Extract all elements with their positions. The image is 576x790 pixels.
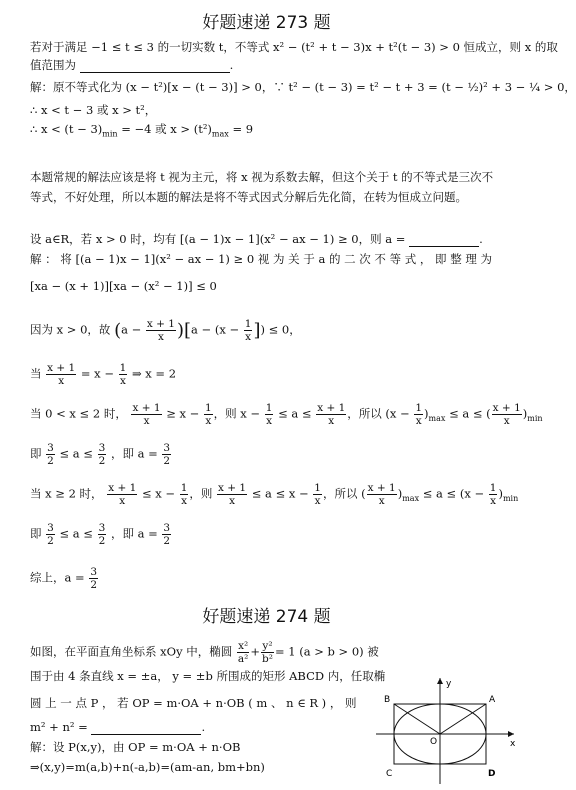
problem-274-line4: m² + n² = . [30, 720, 206, 734]
frac-num: x + 1 [132, 402, 161, 414]
fraction [265, 402, 274, 427]
fraction [492, 402, 522, 427]
problem-273-line2: 值范围为 . [30, 58, 234, 72]
frac-den: x [205, 415, 212, 427]
solution-273b-line3: 因为 x > 0，故 (a − $\frac{x + 1}{x}$ )[a − (x − $\frac{1}{x}$ ]) ≤ 0， [30, 318, 301, 343]
y-axis-arrow-icon [437, 678, 443, 684]
fraction [489, 482, 498, 507]
frac-num: 1 [314, 482, 321, 494]
frac-den: x [415, 415, 422, 427]
fraction [313, 482, 322, 507]
s7-f: ≤ a ≤ (x − [422, 486, 485, 501]
s5-d: ≤ a ≤ [278, 406, 312, 421]
frac-den: 2 [98, 455, 106, 467]
vector-ob [394, 704, 440, 734]
s7-b: ≤ x − [141, 486, 176, 501]
fraction [217, 482, 247, 507]
frac-num: y² [262, 640, 273, 652]
fraction-1-over-x [244, 318, 253, 343]
frac-num: 1 [489, 482, 497, 494]
frac-num: 3 [163, 442, 171, 454]
fraction [107, 482, 137, 507]
solution-274-line1: 解：设 P(x,y)，由 OP = m·OA + n·OB [30, 740, 241, 754]
frac-den: x [120, 375, 126, 387]
fraction [131, 402, 161, 427]
solution-273b-line2: [xa − (x + 1)][xa − (x² − 1)] ≤ 0 [30, 279, 217, 293]
frac-den: a² [237, 653, 249, 665]
frac-num: 3 [90, 566, 97, 578]
sub-max: max [402, 493, 420, 503]
label-x: x [510, 739, 516, 749]
frac-num: 1 [265, 402, 273, 414]
frac-den: x [328, 415, 335, 427]
frac-den: x [378, 495, 385, 507]
frac-den: x [58, 375, 65, 387]
fraction [316, 402, 346, 427]
section-273-title: 好题速递 273 题 [202, 13, 331, 33]
frac-den: x [245, 331, 252, 343]
s8-b: ≤ a ≤ [59, 526, 93, 541]
frac-num: 1 [180, 482, 188, 494]
fraction [98, 442, 107, 467]
answer-blank-274 [91, 734, 201, 735]
frac-num: 3 [47, 442, 54, 454]
answer-blank-a [409, 246, 479, 247]
frac-num: 3 [98, 442, 106, 454]
s6-c: ，即 a = [110, 446, 158, 461]
problem-273b-text: 设 a∈R，若 x > 0 时，均有 [(a − 1)x − 1](x² − ax − 1) ≥ 0，则 a = [30, 232, 406, 246]
solution-273b-conclusion [30, 566, 515, 591]
fraction [180, 482, 189, 507]
problem-274-line3: 圆 上 一 点 P ， 若 OP = m·OA + n·OB ( m 、 n ∈ R ) ， 则 [30, 696, 357, 710]
frac-num: x + 1 [218, 482, 247, 494]
frac-den: x [181, 495, 187, 507]
label-d: D [488, 769, 496, 779]
s5-e: ，所以 (x − [347, 406, 410, 421]
frac-num: x + 1 [367, 482, 396, 494]
fraction-y2-b2 [261, 640, 274, 665]
frac-den: x [143, 415, 150, 427]
s3-c: a − (x − [191, 322, 240, 337]
sol3-sub-max: max [211, 129, 229, 139]
s9-text: 综上，a = [30, 570, 85, 585]
s7-e: ，所以 [322, 486, 358, 501]
frac-den: x [503, 415, 510, 427]
frac-den: x [490, 495, 497, 507]
s6-a: 即 [30, 446, 42, 461]
sol3-sub-min: min [102, 129, 118, 139]
vector-oa [440, 704, 486, 734]
s8-c: ，即 a = [110, 526, 158, 541]
frac-den: x [229, 495, 236, 507]
label-c: C [386, 769, 393, 779]
section-274-title: 好题速递 274 题 [202, 607, 331, 627]
s7-d: ≤ a ≤ x − [251, 486, 309, 501]
frac-num: x + 1 [108, 482, 137, 494]
x-axis-arrow-icon [508, 731, 514, 737]
s3-a: 因为 x > 0，故 [30, 322, 111, 337]
frac-num: 1 [415, 402, 423, 414]
solution-273b-line1: 解 ： 将 [(a − 1)x − 1](x² − ax − 1) ≥ 0 视 为 关 于 a 的 二 次 不 等 式 ， 即 整 理 为 [30, 252, 493, 266]
s6-b: ≤ a ≤ [59, 446, 93, 461]
l1-plus: + [250, 644, 261, 659]
label-o: O [430, 737, 438, 747]
fraction [46, 362, 76, 387]
s5-g: ≤ a ≤ [449, 406, 483, 421]
problem-273b-question: 设 a∈R，若 x > 0 时，均有 [(a − 1)x − 1](x² − ax − 1) ≥ 0，则 a = . [30, 232, 483, 246]
fraction [98, 522, 107, 547]
sub-min: min [527, 413, 543, 423]
problem-274-line2: 围于由 4 条直线 x = ±a， y = ±b 所围成的矩形 ABCD 内，任取椭 [30, 669, 386, 683]
frac-den: 2 [163, 535, 171, 547]
s7-a: 当 x ≥ 2 时， [30, 486, 103, 501]
solution-273-line2: ∴ x < t − 3 或 x > t²， [30, 103, 157, 117]
s3-b: a − [121, 322, 142, 337]
solution-273-line1: 解：原不等式化为 (x − t²)[x − (t − 3)] > 0，∵ t² − (t − 3) = t² − t + 3 = (t − ½)² + 3 − ¼ > 0， [30, 80, 576, 94]
fraction [367, 482, 397, 507]
fraction [162, 442, 171, 467]
frac-den: 2 [47, 535, 54, 547]
s5-c: ，则 x − [213, 406, 261, 421]
frac-den: x [157, 331, 164, 343]
note-273-line2: 等式，不好处理，所以本题的解法是将不等式因式分解后先化简，在转为恒成立问题。 [30, 190, 467, 204]
problem-273-line2-text: 值范围为 [30, 58, 76, 72]
frac-num: 3 [98, 522, 106, 534]
s4-c: ⇒ x = 2 [131, 366, 177, 381]
fraction [119, 362, 128, 387]
s4-b: = x − [80, 366, 114, 381]
frac-den: 2 [163, 455, 171, 467]
frac-num: x + 1 [47, 362, 76, 374]
frac-num: 1 [204, 402, 212, 414]
problem-274-line1 [30, 640, 379, 665]
fraction [89, 566, 98, 591]
answer-blank [80, 72, 230, 73]
s5-b: ≥ x − [166, 406, 200, 421]
sol3-part-b: = −4 或 x > (t²) [117, 122, 212, 136]
s7-g: ) [498, 486, 503, 501]
frac-den: 2 [98, 535, 106, 547]
frac-num: x + 1 [317, 402, 346, 414]
l1-g: = 1 (a > b > 0) 被 [274, 644, 379, 659]
s5-a: 当 0 < x ≤ 2 时， [30, 406, 127, 421]
sol3-part-a: ∴ x < (t − 3) [30, 122, 103, 136]
frac-num: 3 [163, 522, 171, 534]
note-273-line1: 本题常规的解法应该是将 t 视为主元，将 x 视为系数去解，但这个关于 t 的不等式是三次不 [30, 170, 494, 184]
solution-274-line2: ⇒(x,y)=m(a,b)+n(-a,b)=(am-an, bm+bn) [30, 760, 265, 774]
fraction-x1-over-x [146, 318, 176, 343]
solution-273b-line4 [30, 362, 515, 387]
l4-text: m² + n² = [30, 720, 88, 734]
frac-num: 1 [119, 362, 127, 374]
s5-f: ) [424, 406, 429, 421]
sol3-part-c: = 9 [228, 122, 254, 136]
sub-max: max [428, 413, 446, 423]
solution-273b-line8 [30, 522, 515, 547]
solution-273b-line7: 当 x ≥ 2 时， $\frac{x + 1}{x}$ ≤ x − $\frac{1}{x}$ ，则 $\frac{x + 1}{x}$ ≤ a ≤ x − $\frac{1}{x}$ ，所以 ( $\frac{x + 1}{x}$ )$_{max} \le a \le (x$ − $\frac{1}{x}$ )$_{min}$ [30, 482, 519, 507]
frac-den: x [314, 495, 321, 507]
label-a: A [489, 695, 496, 705]
solution-273b-line6 [30, 442, 515, 467]
frac-num: 3 [47, 522, 54, 534]
frac-den: 2 [90, 579, 97, 591]
fraction [46, 522, 55, 547]
frac-num: x + 1 [146, 318, 175, 330]
frac-den: 2 [47, 455, 54, 467]
problem-273-line1: 若对于满足 −1 ≤ t ≤ 3 的一切实数 t，不等式 x² − (t² + t − 3)x + t²(t − 3) > 0 恒成立，则 x 的取 [30, 40, 558, 54]
label-b: B [384, 695, 391, 705]
solution-273-line3 [30, 122, 515, 141]
frac-den: b² [262, 653, 273, 665]
frac-num: x + 1 [492, 402, 521, 414]
fraction [162, 522, 171, 547]
s3-d: ) ≤ 0， [260, 322, 301, 337]
frac-num: 1 [244, 318, 252, 330]
s4-a: 当 [30, 366, 42, 381]
s7-c: ，则 [189, 486, 213, 501]
label-y: y [446, 679, 452, 689]
frac-den: x [266, 415, 273, 427]
frac-num: x² [238, 640, 249, 652]
s8-a: 即 [30, 526, 42, 541]
fraction [414, 402, 423, 427]
frac-den: x [119, 495, 126, 507]
solution-273b-line5: 当 0 < x ≤ 2 时， $\frac{x + 1}{x}$ ≥ x − $\frac{1}{x}$ ，则 x − $\frac{1}{x}$ ≤ a ≤ $\frac{x + 1}{x}$ ，所以 (x − $\frac{1}{x}$ )$_{max} \le a$ ≤ ( $\frac{x + 1}{x}$ )$_{min}$ [30, 402, 543, 427]
ellipse-figure [372, 676, 522, 788]
fraction [46, 442, 55, 467]
sub-min: min [502, 493, 519, 503]
l1-a: 如图，在平面直角坐标系 xOy 中，椭圆 [30, 644, 233, 659]
fraction [204, 402, 213, 427]
fraction-x2-a2 [237, 640, 249, 665]
